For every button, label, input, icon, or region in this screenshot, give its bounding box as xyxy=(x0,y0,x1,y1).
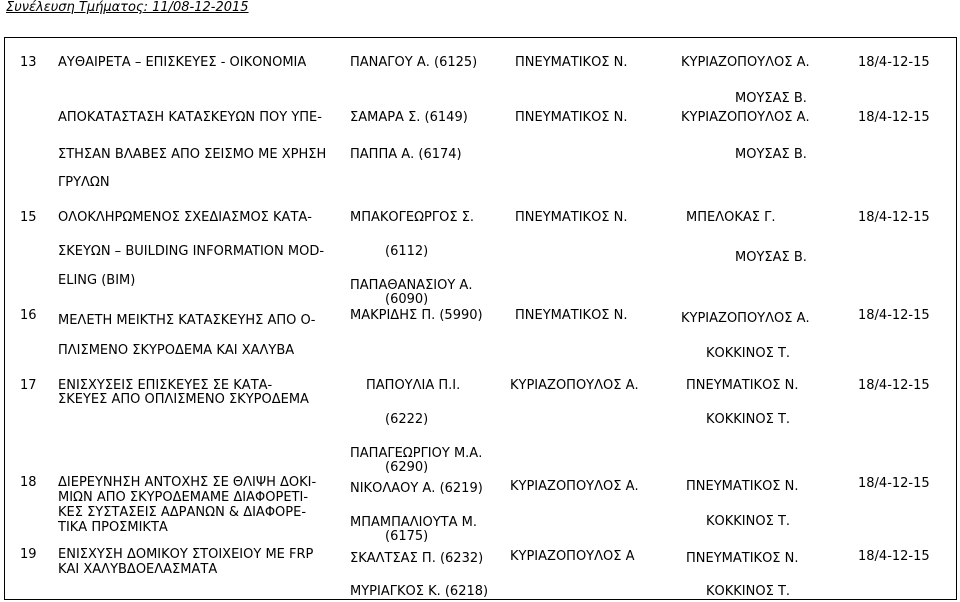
row-14-title-line: ΑΠΟΚΑΤΑΣΤΑΣΗ ΚΑΤΑΣΚΕΥΩΝ ΠΟΥ ΥΠΕ- xyxy=(58,110,322,125)
row-13-committee: ΜΟΥΣΑΣ Β. xyxy=(735,91,807,106)
row-15-date: 18/4-12-15 xyxy=(858,210,930,225)
row-19-student: ΣΚΑΛΤΣΑΣ Π. (6232) xyxy=(350,551,484,566)
row-17-date: 18/4-12-15 xyxy=(858,378,930,393)
row-14-committee: ΚΥΡΙΑΖΟΠΟΥΛΟΣ Α. xyxy=(681,110,810,125)
row-17-student: ΠΑΠΟΥΛΙΑ Π.Ι. xyxy=(366,378,461,393)
row-16-title-line: ΠΛΙΣΜΕΝΟ ΣΚΥΡΟΔΕΜΑ ΚΑΙ ΧΑΛΥΒΑ xyxy=(58,343,295,358)
row-15-title-line: ΣΚΕΥΩΝ – BUILDING INFORMATION MOD- xyxy=(58,244,325,259)
row-15-committee: ΜΟΥΣΑΣ Β. xyxy=(735,250,807,265)
row-18-committee: ΚΟΚΚΙΝΟΣ Τ. xyxy=(706,514,791,529)
row-14-title-line: ΓΡΥΛΩΝ xyxy=(58,175,110,190)
row-15-student: (6090) xyxy=(385,292,429,307)
row-18-title-line: ΤΙΚΑ ΠΡΟΣΜΙΚΤΑ xyxy=(58,520,168,535)
row-16-supervisor: ΠΝΕΥΜΑΤΙΚΟΣ Ν. xyxy=(515,308,628,323)
row-18-student: ΜΠΑΜΠΑΛΙΟΥΤΑ Μ. xyxy=(350,515,477,530)
row-18-student: (6175) xyxy=(385,529,429,544)
row-18-committee: ΠΝΕΥΜΑΤΙΚΟΣ Ν. xyxy=(686,479,799,494)
row-16-committee: ΚΟΚΚΙΝΟΣ Τ. xyxy=(706,346,791,361)
row-13-number: 13 xyxy=(20,55,37,70)
row-14-title-line: ΣΤΗΣΑΝ ΒΛΑΒΕΣ ΑΠΟ ΣΕΙΣΜΟ ΜΕ ΧΡΗΣΗ xyxy=(58,147,327,162)
row-13-supervisor: ΠΝΕΥΜΑΤΙΚΟΣ Ν. xyxy=(515,55,628,70)
row-17-title-line: ΕΝΙΣΧΥΣΕΙΣ ΕΠΙΣΚΕΥΕΣ ΣΕ ΚΑΤΑ- xyxy=(58,378,273,393)
row-15-number: 15 xyxy=(20,210,37,225)
row-18-title-line: ΔΙΕΡΕΥΝΗΣΗ ΑΝΤΟΧΗΣ ΣΕ ΘΛΙΨΗ ΔΟΚΙ- xyxy=(58,475,317,490)
row-18-title-line: ΜΙΩΝ ΑΠΟ ΣΚΥΡΟΔΕΜΑΜΕ ΔΙΑΦΟΡΕΤΙ- xyxy=(58,490,309,505)
row-19-student: ΜΥΡΙΑΓΚΟΣ Κ. (6218) xyxy=(350,584,489,599)
row-16-date: 18/4-12-15 xyxy=(858,308,930,323)
row-19-committee: ΠΝΕΥΜΑΤΙΚΟΣ Ν. xyxy=(686,551,799,566)
row-16-committee: ΚΥΡΙΑΖΟΠΟΥΛΟΣ Α. xyxy=(681,311,810,326)
row-17-student: (6222) xyxy=(385,412,429,427)
row-15-title-line: ELING (BIM) xyxy=(58,273,136,288)
row-13-date: 18/4-12-15 xyxy=(858,55,930,70)
row-19-title-line: ΚΑΙ ΧΑΛΥΒΔΟΕΛΑΣΜΑΤΑ xyxy=(58,562,218,577)
row-17-number: 17 xyxy=(20,378,37,393)
row-15-student: (6112) xyxy=(385,244,429,259)
row-19-date: 18/4-12-15 xyxy=(858,549,930,564)
row-19-committee: ΚΟΚΚΙΝΟΣ Τ. xyxy=(706,584,791,599)
row-16-number: 16 xyxy=(20,308,37,323)
row-14-committee: ΜΟΥΣΑΣ Β. xyxy=(735,147,807,162)
row-18-title-line: ΚΕΣ ΣΥΣΤΑΣΕΙΣ ΑΔΡΑΝΩΝ & ΔΙΑΦΟΡΕ- xyxy=(58,505,307,520)
row-18-number: 18 xyxy=(20,475,37,490)
row-17-supervisor: ΚΥΡΙΑΖΟΠΟΥΛΟΣ Α. xyxy=(510,378,639,393)
row-18-date: 18/4-12-15 xyxy=(858,476,930,491)
row-19-supervisor: ΚΥΡΙΑΖΟΠΟΥΛΟΣ Α xyxy=(510,549,635,564)
row-15-student: ΠΑΠΑΘΑΝΑΣΙΟΥ Α. xyxy=(350,278,473,293)
row-13-title-line: ΑΥΘΑΙΡΕΤΑ – ΕΠΙΣΚΕΥΕΣ - ΟΙΚΟΝΟΜΙΑ xyxy=(58,55,307,70)
row-14-date: 18/4-12-15 xyxy=(858,110,930,125)
row-13-student: ΠΑΝΑΓΟΥ Α. (6125) xyxy=(350,55,478,70)
row-17-committee: ΚΟΚΚΙΝΟΣ Τ. xyxy=(706,412,791,427)
row-15-student: ΜΠΑΚΟΓΕΩΡΓΟΣ Σ. xyxy=(350,210,475,225)
row-15-committee: ΜΠΕΛΟΚΑΣ Γ. xyxy=(686,210,776,225)
row-14-student: ΠΑΠΠΑ Α. (6174) xyxy=(350,147,462,162)
row-19-number: 19 xyxy=(20,547,37,562)
row-19-title-line: ΕΝΙΣΧΥΣΗ ΔΟΜΙΚΟΥ ΣΤΟΙΧΕΙΟΥ ΜΕ FRP xyxy=(58,547,314,562)
row-14-student: ΣΑΜΑΡΑ Σ. (6149) xyxy=(350,110,468,125)
row-18-student: ΝΙΚΟΛΑΟΥ Α. (6219) xyxy=(350,481,483,496)
row-16-student: ΜΑΚΡΙΔΗΣ Π. (5990) xyxy=(350,308,483,323)
row-18-supervisor: ΚΥΡΙΑΖΟΠΟΥΛΟΣ Α. xyxy=(510,479,639,494)
row-14-supervisor: ΠΝΕΥΜΑΤΙΚΟΣ Ν. xyxy=(515,110,628,125)
row-13-committee: ΚΥΡΙΑΖΟΠΟΥΛΟΣ Α. xyxy=(681,55,810,70)
row-15-title-line: ΟΛΟΚΛΗΡΩΜΕΝΟΣ ΣΧΕΔΙΑΣΜΟΣ ΚΑΤΑ- xyxy=(58,210,312,225)
row-17-committee: ΠΝΕΥΜΑΤΙΚΟΣ Ν. xyxy=(686,378,799,393)
meeting-header: Συνέλευση Τμήματος: 11/08-12-2015 xyxy=(6,0,249,15)
row-17-title-line: ΣΚΕΥΕΣ ΑΠΟ ΟΠΛΙΣΜΕΝΟ ΣΚΥΡΟΔΕΜΑ xyxy=(58,392,309,407)
row-17-student: ΠΑΠΑΓΕΩΡΓΙΟΥ Μ.Α. xyxy=(350,446,483,461)
row-16-title-line: ΜΕΛΕΤΗ ΜΕΙΚΤΗΣ ΚΑΤΑΣΚΕΥΗΣ ΑΠΟ Ο- xyxy=(58,313,316,328)
row-15-supervisor: ΠΝΕΥΜΑΤΙΚΟΣ Ν. xyxy=(515,210,628,225)
row-17-student: (6290) xyxy=(385,460,429,475)
